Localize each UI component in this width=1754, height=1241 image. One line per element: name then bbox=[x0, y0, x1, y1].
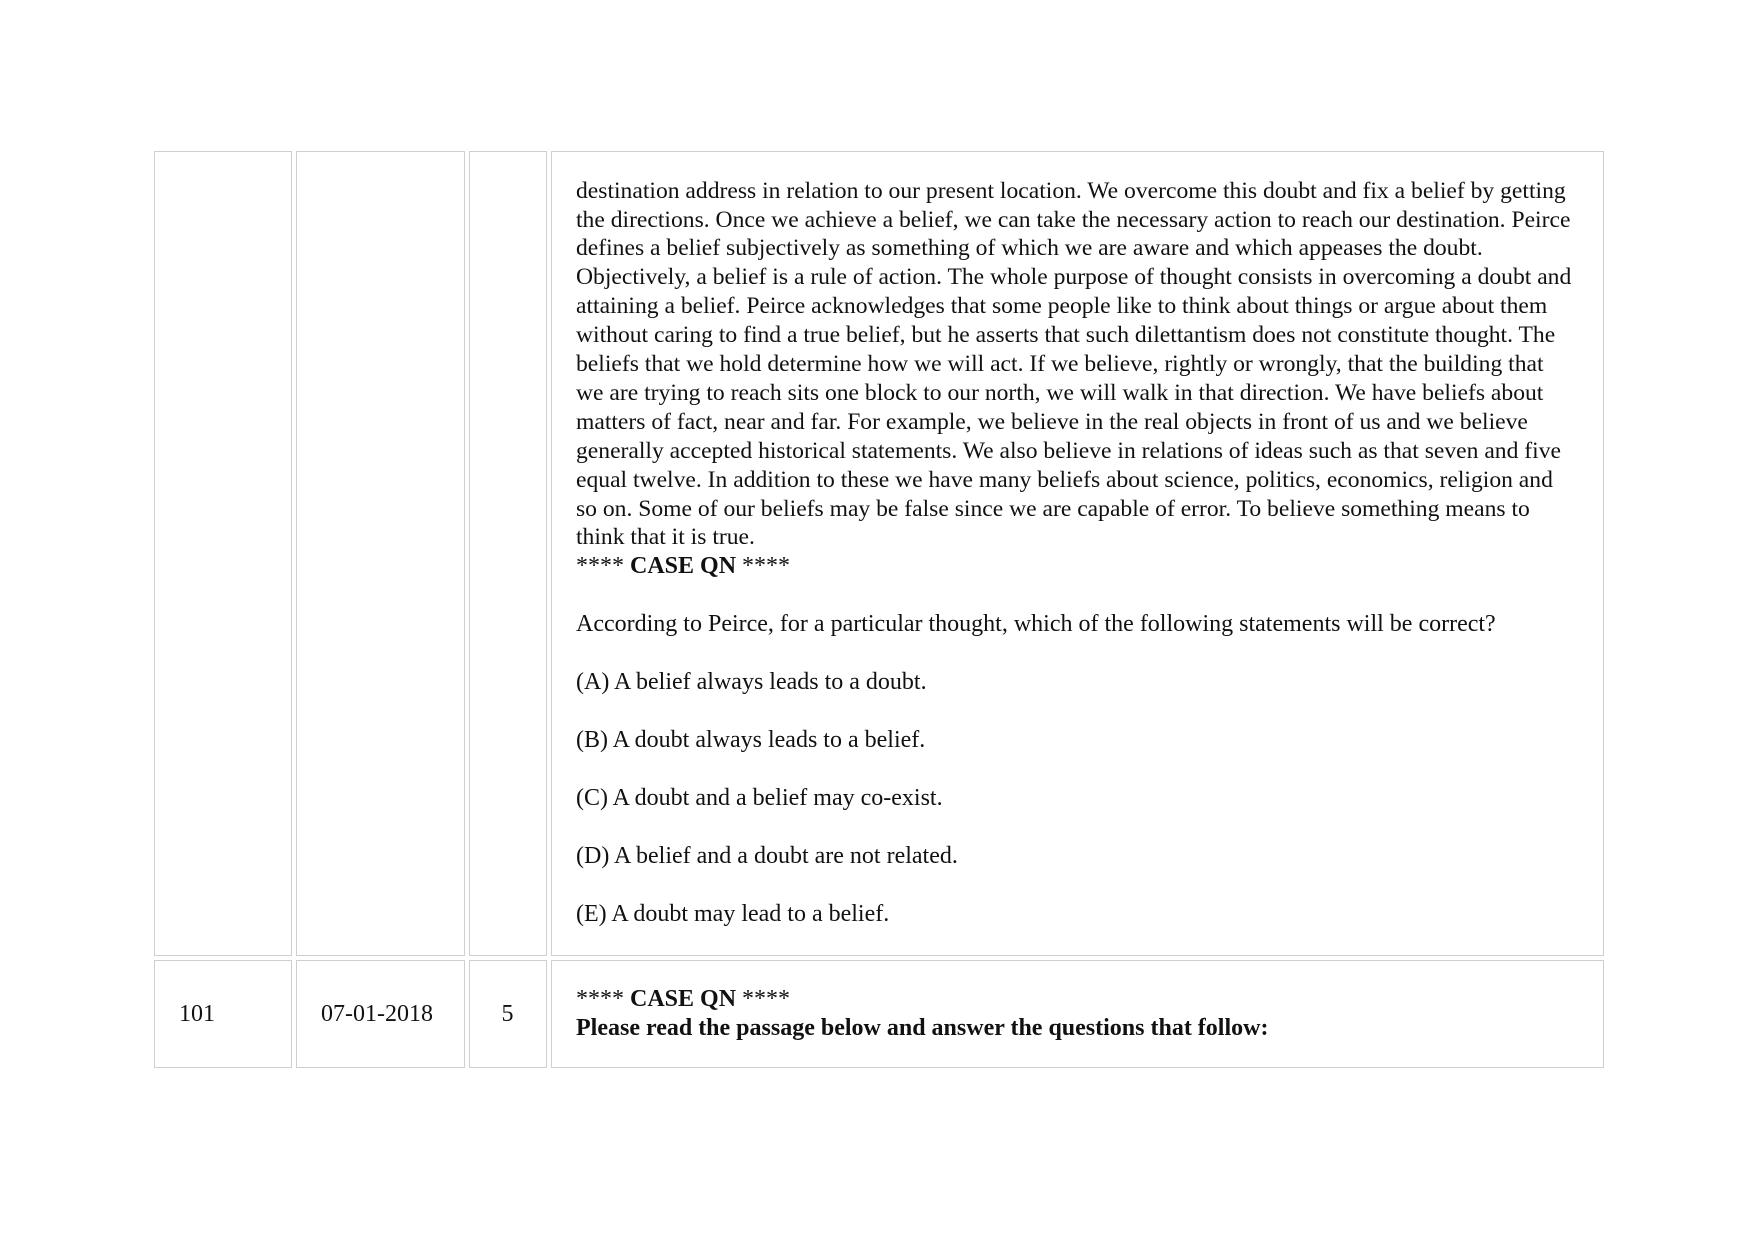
question-table bbox=[150, 147, 1608, 1072]
case-label: CASE QN bbox=[630, 553, 737, 580]
marks-cell: 5 bbox=[469, 960, 547, 1068]
serial-cell bbox=[154, 151, 292, 956]
table-row bbox=[154, 960, 1604, 1068]
option-b: (B) A doubt always leads to a belief. bbox=[576, 727, 926, 754]
case-stars-right: **** bbox=[742, 986, 791, 1012]
case-label: CASE QN bbox=[630, 986, 737, 1012]
case-heading bbox=[576, 552, 1575, 581]
case-stars-left: **** bbox=[576, 986, 624, 1012]
option-c: (C) A doubt and a belief may co-exist. bbox=[576, 785, 943, 812]
serial-cell: 101 bbox=[154, 960, 292, 1068]
content-cell bbox=[551, 960, 1604, 1068]
marks-cell bbox=[469, 151, 547, 956]
content-cell bbox=[551, 151, 1604, 956]
date-cell: 07-01-2018 bbox=[296, 960, 465, 1068]
case-stars-right: **** bbox=[742, 553, 791, 580]
option-a: (A) A belief always leads to a doubt. bbox=[576, 669, 927, 696]
date-cell bbox=[296, 151, 465, 956]
instruction-text: Please read the passage below and answer the questions that follow: bbox=[576, 1015, 1269, 1041]
option-d: (D) A belief and a doubt are not related. bbox=[576, 843, 958, 870]
case-stars-left: **** bbox=[576, 553, 624, 580]
case-heading bbox=[576, 985, 1575, 1014]
question-text: According to Peirce, for a particular thought, which of the following statements will be correct? bbox=[576, 611, 1496, 638]
option-e: (E) A doubt may lead to a belief. bbox=[576, 901, 890, 928]
passage-text: destination address in relation to our present location. We overcome this doubt and fix a belief by getting the directions. Once we achieve a belief, we can take the necessary action to reach our destination. Peirce defines a belief subjectively as something of which we are aware and which appeases the doubt. Objectively, a belief is a rule of action. The whole purpose of thought consists in overcoming a doubt and attaining a belief. Peirce acknowledges that some people like to think about things or argue about them without caring to find a true belief, but he asserts that such dilettantism does not constitute thought. The beliefs that we hold determine how we will act. If we believe, rightly or wrongly, that the building that we are trying to reach sits one block to our north, we will walk in that direction. We have beliefs about matters of fact, near and far. For example, we believe in the real objects in front of us and we believe generally accepted historical statements. We also believe in relations of ideas such as that seven and five equal twelve. In addition to these we have many beliefs about science, politics, economics, religion and so on. Some of our beliefs may be false since we are capable of error. To believe something means to think that it is true. bbox=[576, 177, 1572, 551]
table-row bbox=[154, 151, 1604, 956]
